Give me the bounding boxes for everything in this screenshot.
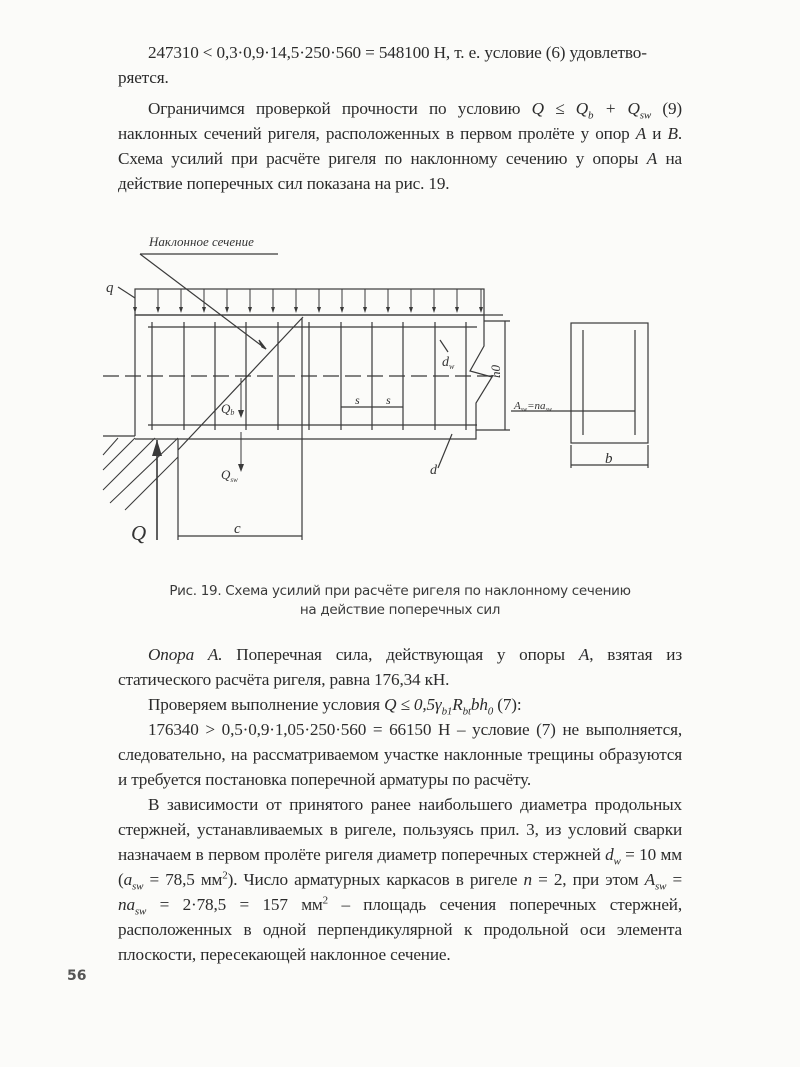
paragraph-support-a: Опора А. Поперечная сила, действующая у опоры A, взятая из статического расчёта ригеля, равна 176,34 кН. (118, 645, 682, 689)
load-arrows (133, 307, 483, 313)
distributed-load-q (135, 289, 484, 315)
support-b: B (667, 124, 678, 143)
support-a: A (646, 149, 658, 168)
label-Q: Q (131, 521, 147, 545)
support-heading: Опора А. (148, 645, 223, 664)
label-Asw: Asw=nasw (514, 400, 552, 413)
paragraph-transverse-reinforcement: В зависимости от принятого ранее наибольшего диаметра продольных стержней, устанавливаемых в ригеле, пользуясь прил. 3, из условий сварки назначаем в первом пролёте ригеля диаметр поперечных стержней $d_w = 10$ мм ($a_{sw} = 78,5$ $мм^2$). Число арматурных каркасов в ригеле n = 2, при этом $A_{sw} = na_{sw} = 2\cdot 78,5 = 157$ $мм^2$ – площадь сечения поперечных стержней, расположенных в одной перпендикулярной к продольной оси элемента плоскости, пересекающей наклонное сечение. (118, 795, 682, 964)
formula-7: $Q \le 0,5\gamma_{b1}R_{bt}bh_0$ (384, 695, 494, 718)
support-a: A (635, 124, 647, 143)
text: (9) наклонных сечений ригеля, расположенных в первом пролёте у опор (118, 99, 682, 143)
label-s: s (355, 393, 360, 407)
caption-line: на действие поперечных сил (299, 602, 501, 618)
label-dw: $d_w$ (442, 355, 455, 371)
text: на действие поперечных сил показана на рис. 19. (118, 149, 682, 193)
label-c: c (234, 521, 241, 537)
label-Qb: Qb (221, 401, 235, 417)
text: Ограничимся проверкой прочности по условию (148, 99, 532, 118)
reaction-arrow (152, 440, 162, 456)
label-h0: h0 (488, 365, 503, 378)
figure-caption (100, 582, 700, 620)
paragraph-condition-7-result: 176340 > 0,5·0,9·1,05·250·560 = 66150 Н – условие (7) не выполняется, следовательно, на рассматриваемом участке наклонные трещины образуются и требуется постановка поперечной арматуры по расчёту. (118, 720, 682, 789)
text-line: ряется. (118, 68, 169, 87)
leader-line (140, 254, 266, 349)
text: . Схема усилий при расчёте ригеля по наклонному сечению у опоры (118, 124, 682, 168)
label-s: s (386, 393, 391, 407)
page-number: 56 (67, 968, 87, 984)
paragraph-strength-check: Ограничимся проверкой прочности по условию $Q \le Q_b + Q_{sw}$ (9) наклонных сечений ригеля, расположенных в первом пролёте у опор A и B. Схема усилий при расчёте ригеля по наклонному сечению у опоры A на действие поперечных сил показана на рис. 19. (118, 99, 682, 193)
label-b: b (605, 451, 613, 467)
formula-9: $Q \le Q_b + Q_{sw}$ (531, 99, 652, 122)
label-d: d (430, 463, 437, 478)
paragraph-check-condition-7: Проверяем выполнение условия $Q \le 0,5\gamma_{b1}R_{bt}bh_0$ (7): (148, 695, 522, 718)
label-inclined-section: Наклонное сечение (149, 234, 254, 249)
text-line: 247310 < 0,3·0,9·14,5·250·560 = 548100 Н, т. е. условие (6) удовлетво- (148, 43, 647, 62)
label-q: q (106, 280, 114, 296)
label-Qsw: $Q_{sw}$ (221, 467, 238, 484)
caption-line: Рис. 19. Схема усилий при расчёте ригеля по наклонному сечению (169, 583, 631, 599)
